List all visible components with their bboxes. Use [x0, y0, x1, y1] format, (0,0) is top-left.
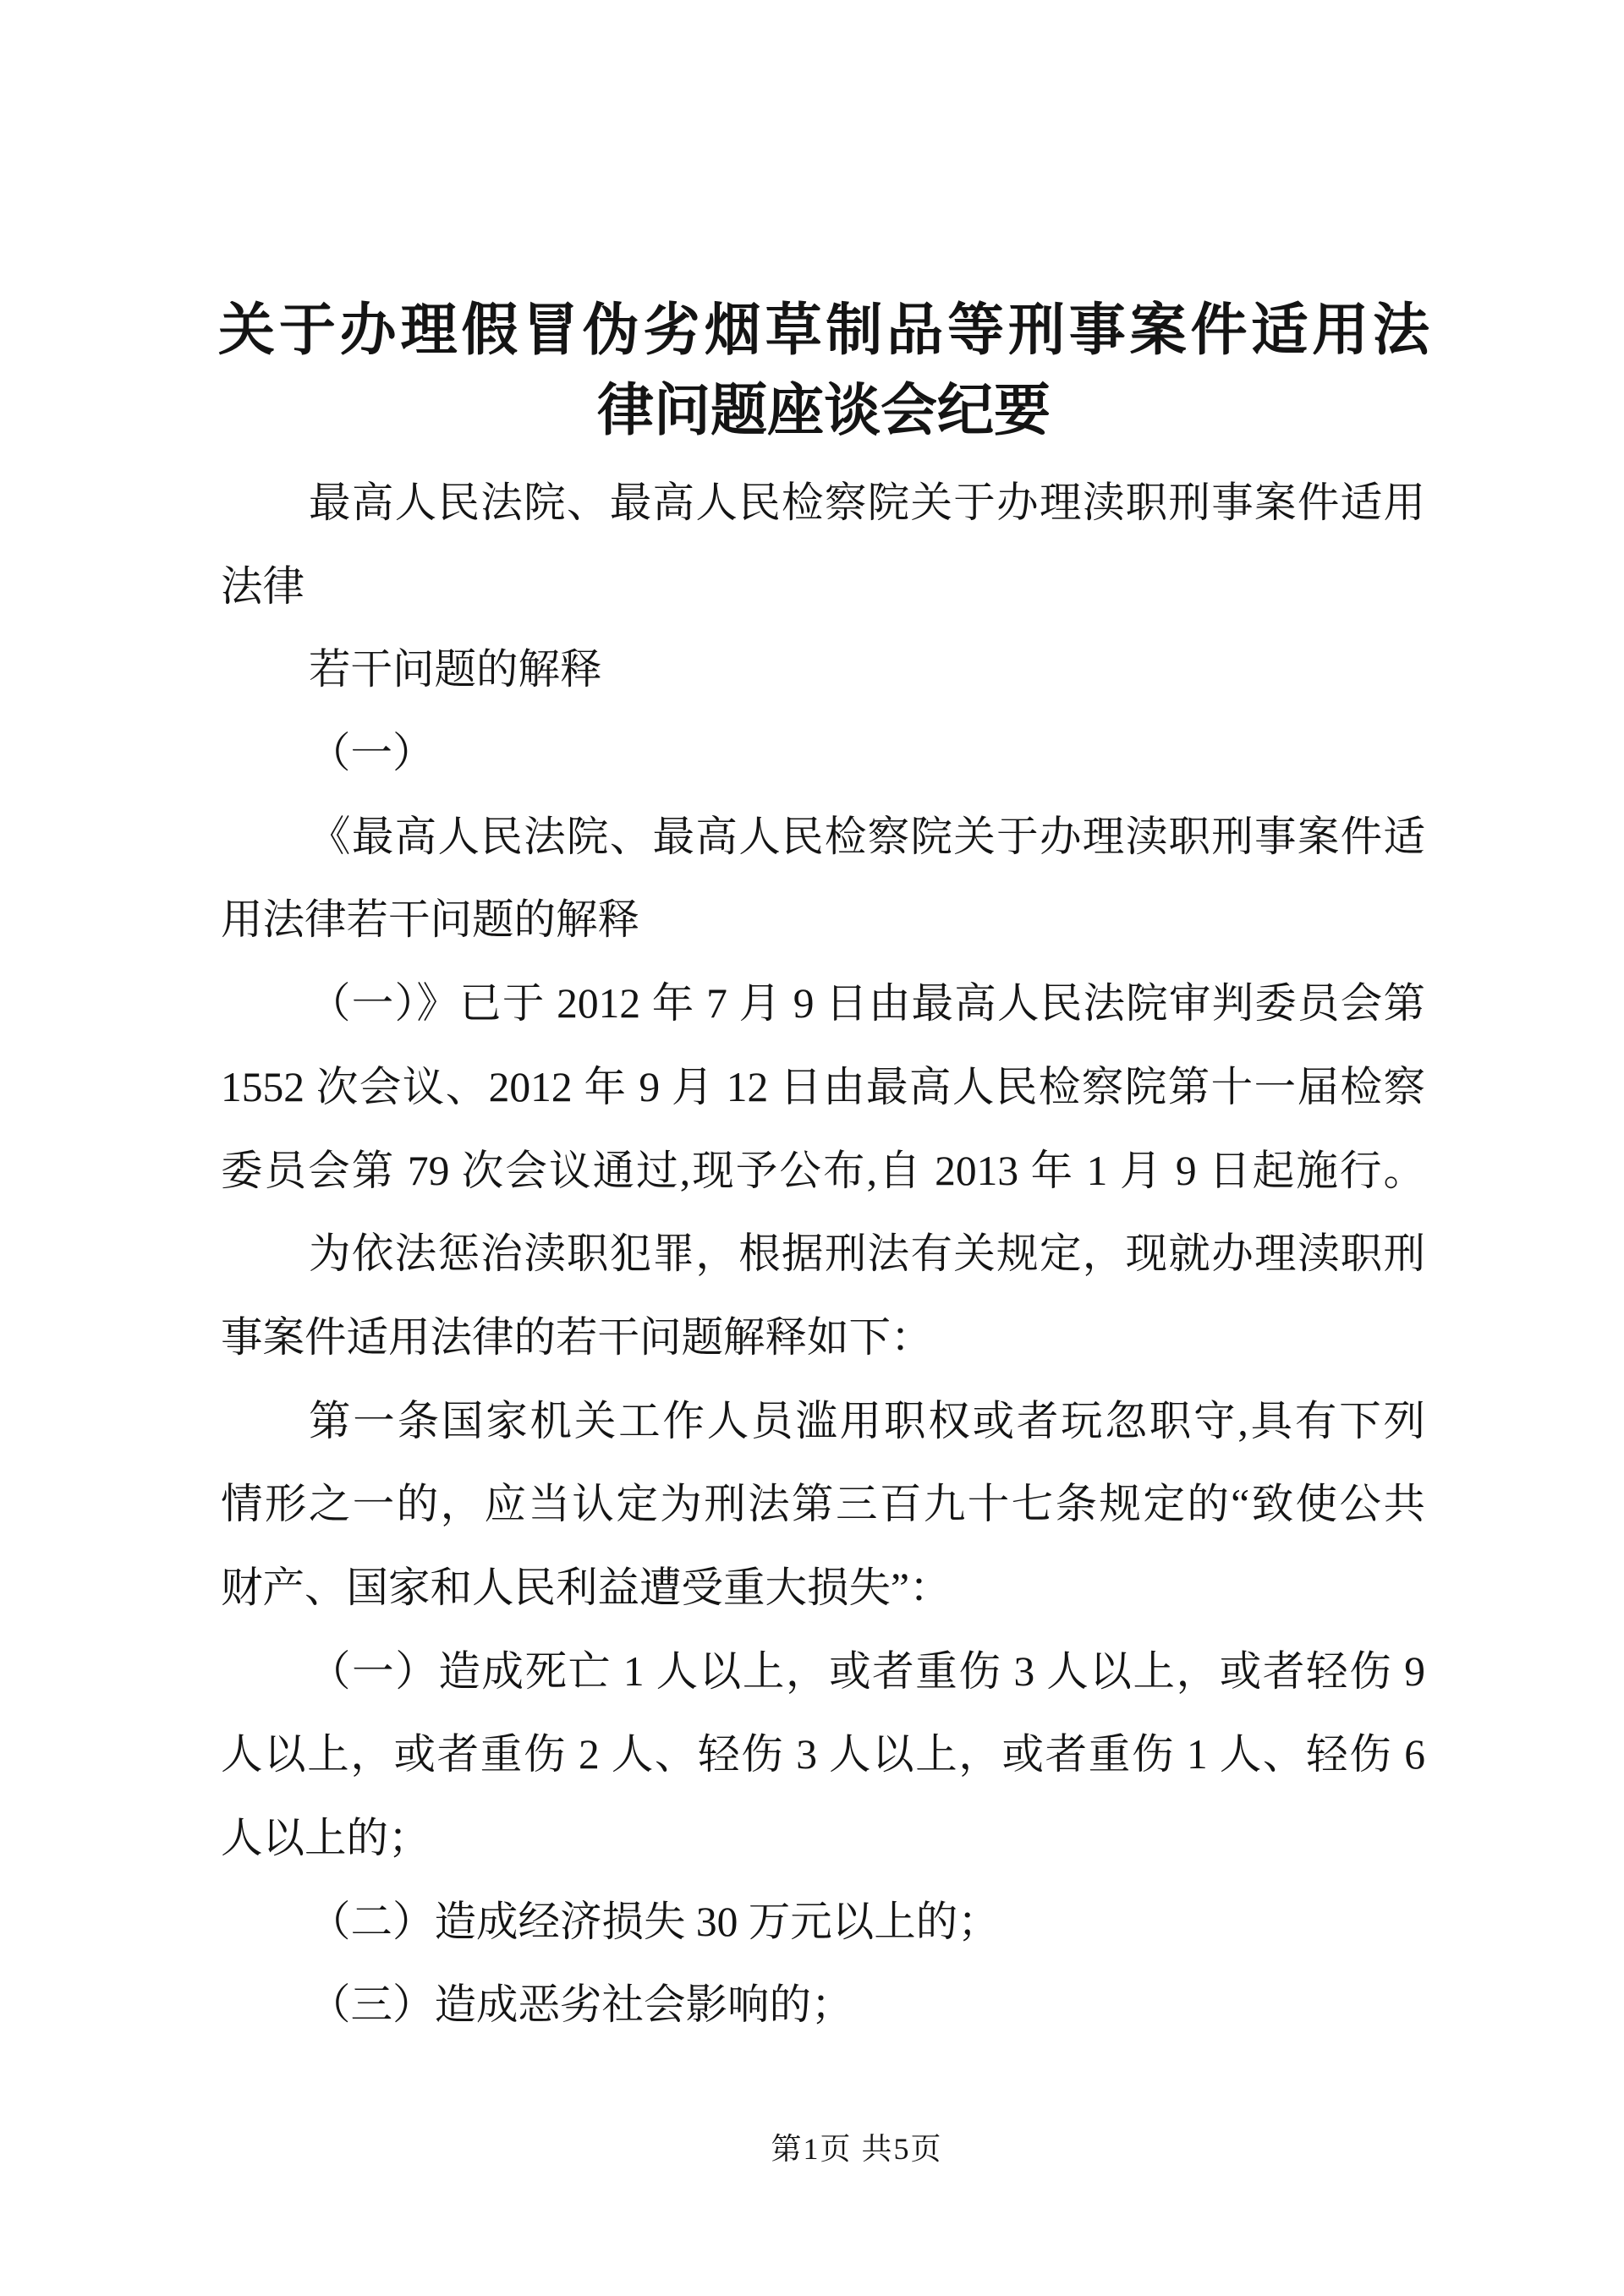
- text-line: 人以上的；: [221, 1815, 431, 1861]
- paragraph-4: [221, 796, 1425, 962]
- paragraph-10: [221, 1964, 1425, 2047]
- paragraph-6: [221, 1213, 1425, 1379]
- text-line: 事案件适用法律的若干问题解释如下：: [221, 1313, 933, 1361]
- text-line: 第一条国家机关工作人员滥用职权或者玩忽职守,具有下列: [309, 1397, 1425, 1444]
- text-line: （三）造成恶劣社会影响的；: [309, 1981, 853, 2029]
- document-title: [218, 291, 1429, 452]
- text-line: 1552 次会议、2012 年 9 月 12 日由最高人民检察院第十一届检察: [221, 1063, 1425, 1110]
- text-line: （一）: [309, 730, 435, 777]
- text-line: （一）造成死亡 1 人以上，或者重伤 3 人以上，或者轻伤 9: [309, 1647, 1425, 1695]
- text-line: 财产、国家和人民利益遭受重大损失”：: [221, 1564, 952, 1611]
- paragraph-7: [221, 1380, 1425, 1630]
- paragraph-1: [221, 462, 1425, 628]
- page-number-footer: 第1页 共5页: [771, 2132, 943, 2166]
- paragraph-2: [221, 628, 1425, 712]
- paragraph-8: [221, 1630, 1425, 1881]
- text-line: 为依法惩治渎职犯罪，根据刑法有关规定，现就办理渎职刑: [309, 1230, 1425, 1278]
- title-line-1: 关于办理假冒伪劣烟草制品等刑事案件适用法: [218, 299, 1429, 362]
- text-line: 委员会第 79 次会议通过,现予公布,自 2013 年 1 月 9 日起施行。: [221, 1147, 1425, 1194]
- text-line: 若干问题的解释: [309, 646, 602, 693]
- text-line: 情形之一的，应当认定为刑法第三百九十七条规定的“致使公共: [221, 1481, 1425, 1528]
- text-line: （二）造成经济损失 30 万元以上的；: [309, 1898, 1000, 1945]
- paragraph-3: [221, 712, 1425, 796]
- text-line: 人以上，或者重伤 2 人、轻伤 3 人以上，或者重伤 1 人、轻伤 6: [221, 1731, 1425, 1778]
- text-line: 《最高人民法院、最高人民检察院关于办理渎职刑事案件适: [309, 813, 1425, 860]
- title-line-2: 律问题座谈会纪要: [597, 380, 1051, 442]
- text-line: 最高人民法院、最高人民检察院关于办理渎职刑事案件适用: [309, 479, 1425, 526]
- document-body: [221, 462, 1425, 2047]
- paragraph-5: [221, 962, 1425, 1213]
- text-line: 用法律若干问题的解释: [221, 896, 639, 944]
- text-line: 法律: [221, 562, 304, 610]
- text-line: （一）》已于 2012 年 7 月 9 日由最高人民法院审判委员会第: [309, 980, 1425, 1027]
- paragraph-9: [221, 1881, 1425, 1964]
